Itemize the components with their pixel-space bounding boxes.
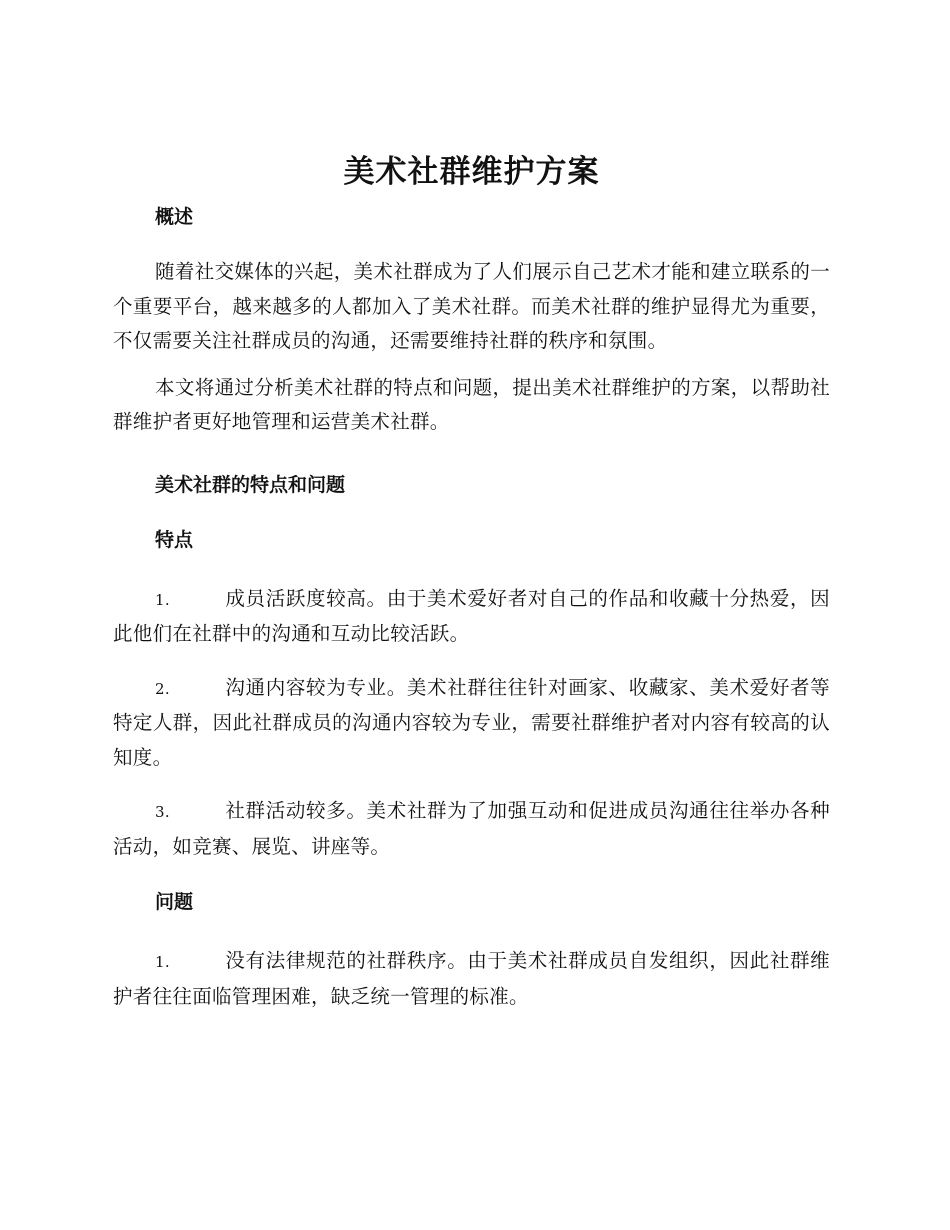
- list-item-text: 没有法律规范的社群秩序。由于美术社群成员自发组织，因此社群维护者往往面临管理困难，缺乏统一管理的标准。: [113, 949, 830, 1008]
- list-number: 3.: [155, 803, 170, 821]
- list-number: 1.: [155, 953, 170, 971]
- problem-item-1: [113, 944, 830, 1014]
- features-heading: 特点: [155, 528, 194, 551]
- feature-item-3: [113, 794, 830, 864]
- list-item-text: 社群活动较多。美术社群为了加强互动和促进成员沟通往往举办各种活动，如竞赛、展览、讲座等。: [113, 799, 830, 858]
- list-item-text: 沟通内容较为专业。美术社群往往针对画家、收藏家、美术爱好者等特定人群，因此社群成员的沟通内容较为专业，需要社群维护者对内容有较高的认知度。: [113, 675, 830, 769]
- problems-heading: 问题: [155, 891, 194, 913]
- feature-item-1: [113, 582, 830, 652]
- section-heading: 美术社群的特点和问题: [155, 473, 346, 496]
- document-title: 美术社群维护方案: [343, 154, 600, 190]
- list-number: 2.: [155, 679, 170, 698]
- overview-paragraph-2: 本文将通过分析美术社群的特点和问题，提出美术社群维护的方案，以帮助社群维护者更好地管理和运营美术社群。: [113, 375, 830, 433]
- list-number: 1.: [155, 590, 170, 609]
- overview-heading: 概述: [155, 206, 194, 228]
- list-item-text: 成员活跃度较高。由于美术爱好者对自己的作品和收藏十分热爱，因此他们在社群中的沟通和互动比较活跃。: [113, 586, 830, 645]
- feature-item-2: [113, 671, 830, 776]
- document-page: [113, 148, 830, 1014]
- overview-paragraph-1: 随着社交媒体的兴起，美术社群成为了人们展示自己艺术才能和建立联系的一个重要平台，越来越多的人都加入了美术社群。而美术社群的维护显得尤为重要，不仅需要关注社群成员的沟通，还需要维持社群的秩序和氛围。: [113, 260, 830, 352]
